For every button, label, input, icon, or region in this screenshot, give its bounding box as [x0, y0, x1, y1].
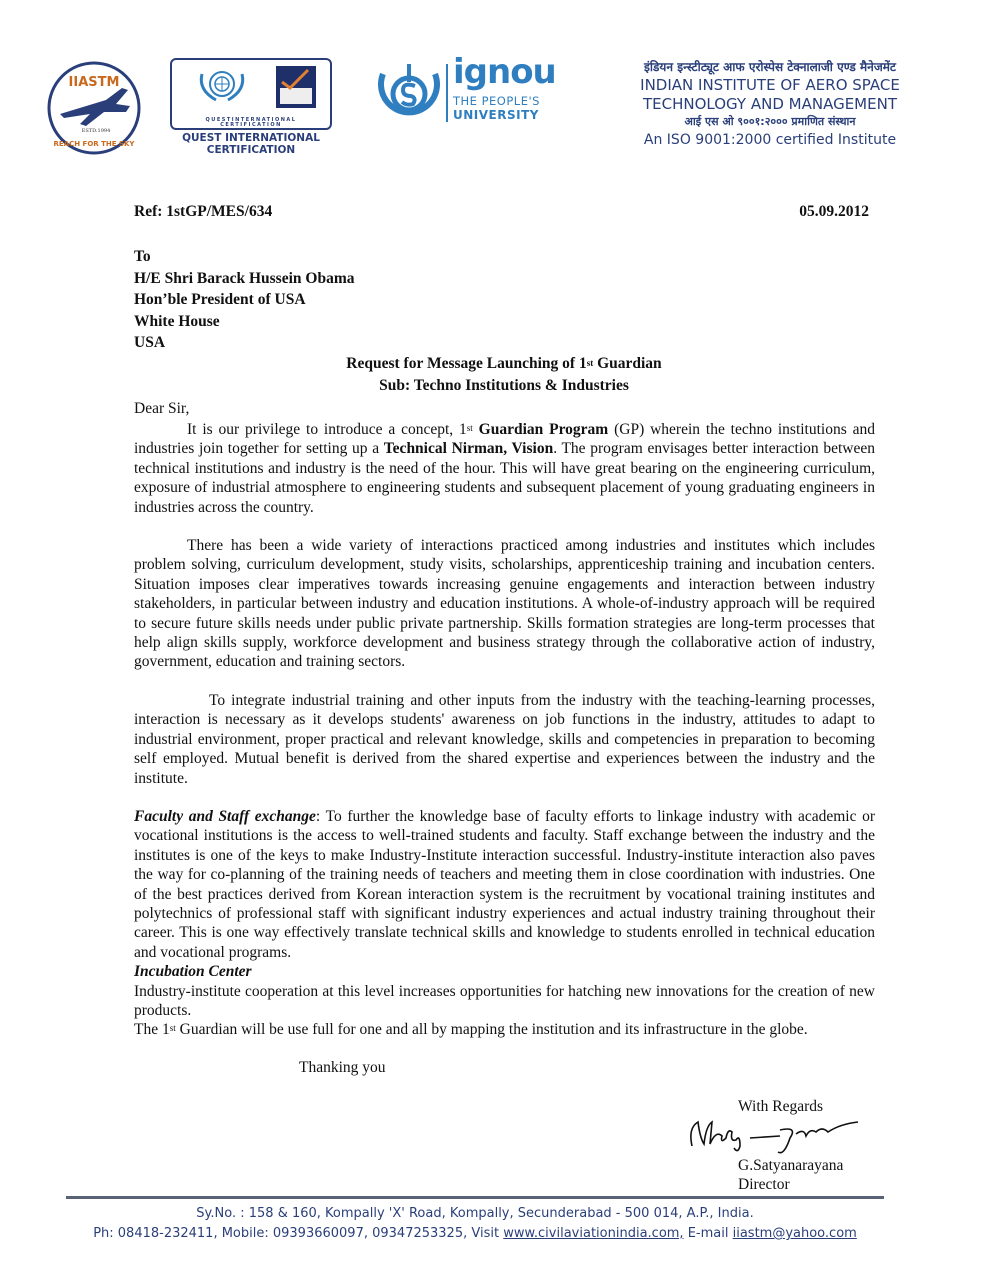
signatory-title: Director — [738, 1176, 790, 1194]
footer — [60, 1204, 890, 1244]
recipient-line: H/E Shri Barack Hussein Obama — [134, 269, 355, 287]
iastm-emblem-icon — [46, 60, 142, 156]
quest-frame — [170, 58, 332, 130]
ignou-tagline-1: THE PEOPLE'S — [453, 94, 540, 108]
institute-name-line2: TECHNOLOGY AND MANAGEMENT — [643, 95, 897, 113]
institute-name-line1: INDIAN INSTITUTE OF AERO SPACE — [640, 76, 900, 94]
subject-title: Request for Message Launching of 1st Guardian — [346, 355, 662, 372]
signatory-name: G.Satyanarayana — [738, 1157, 844, 1174]
subject-block — [134, 353, 874, 397]
quest-label — [170, 132, 332, 156]
paragraph-3: To integrate industrial training and other inputs from the industry with the teaching-learning processes, interaction is necessary as it develops students' awareness on job functions in the industry, attitudes to adapt to industrial environment, proper practical and relevant knowledge, skills and competencies in preparation to becoming self employed. Mutual benefit is derived from the shared expertise and experiences between the industry and the institute. — [134, 692, 875, 787]
paragraph-faculty-exchange: Faculty and Staff exchange: To further the knowledge base of faculty efforts to linkage industry with academic or vocational institutions is the access to well-trained students and faculty. Staff exchange between the industry and the institutes is one of the keys to make Industry-Institute interaction successful. Industry-institute interaction also paves the way for co-planning of the training needs of teachers and meeting them in close coordination with industries. One of the best practices derived from Korean interaction system is the recruitment by vocational training institutes and polytechnics of professional staff with significant industry experiences and actual industry training throughout their career. This is one way effectively translate technical skills and knowledge to students enrolled in technical education and vocational programs. Incubation Center Industry-institute cooperation at this level increases opportunities for hatching new innovations for the creation of new products. The 1st Guardian will be use full for one and all by mapping the institution and its infrastructure in the globe. — [134, 808, 875, 1039]
iastm-motto: REACH FOR THE SKY — [53, 140, 135, 148]
quest-strip-text: QUESTINTERNATIONAL CERTIFICATION — [205, 117, 297, 128]
faculty-exchange-heading: Faculty and Staff exchange — [134, 808, 316, 825]
recipient-line: White House — [134, 312, 220, 330]
paragraph-2: There has been a wide variety of interactions practiced among industries and institutes which includes problem solving, curriculum development, study visits, scholarships, apprenticeship training and incubation centers. Situation imposes clear imperatives towards increasing genuine engagements and interaction between industry stakeholders, in particular between industry and education institutions. A whole-of-industry approach will be required to secure future skills needs under public private partnership. Skills formation strategies are long-term processes that help align skills supply, workforce development and business strategy through the collaborative action of industry, government, education and training sectors. — [134, 537, 875, 671]
ignou-emblem-icon — [375, 60, 443, 126]
footer-divider — [66, 1196, 884, 1199]
footer-contact: Ph: 08418-232411, Mobile: 09393660097, 09347253325, Visit www.civilaviationindia.com, E-mail iiastm@yahoo.com — [93, 1226, 857, 1241]
to-label: To — [134, 248, 151, 265]
recipient-line: Hon’ble President of USA — [134, 291, 306, 308]
reference-number: Ref: 1stGP/MES/634 — [134, 203, 273, 220]
regards: With Regards — [738, 1098, 824, 1115]
signatory — [738, 1156, 843, 1195]
iastm-top-text: IIASTM — [68, 75, 120, 90]
globe-laurel-icon — [172, 60, 332, 116]
quest-label-line2: CERTIFICATION — [206, 144, 296, 156]
email-link[interactable]: iiastm@yahoo.com — [732, 1226, 857, 1241]
ignou-wordmark: ignou — [453, 52, 556, 92]
institute-name-block — [590, 58, 950, 150]
incubation-center-heading: Incubation Center — [134, 963, 252, 981]
signature-icon — [680, 1108, 880, 1158]
quest-certification-logo — [170, 58, 334, 158]
ignou-logo — [375, 52, 556, 126]
subject-line: Sub: Techno Institutions & Industries — [379, 377, 629, 394]
recipient-address — [134, 246, 354, 354]
institute-hindi-name: इंडियन इन्स्टीट्यूट आफ एरोस्पेस टेक्नालाजी एण्ड मैनेजमेंट — [644, 60, 896, 74]
institute-iso: An ISO 9001:2000 certified Institute — [643, 132, 897, 148]
recipient-line: USA — [134, 334, 166, 351]
salutation: Dear Sir, — [134, 400, 190, 417]
ignou-divider — [446, 64, 448, 122]
iastm-established: ESTD.1994 — [81, 128, 111, 134]
incubation-paragraph: Industry-institute cooperation at this level increases opportunities for hatching new innovations for the creation of new products. — [134, 982, 875, 1020]
letter-date: 05.09.2012 — [799, 203, 869, 220]
institute-hindi-iso: आई एस ओ ९००१:२००० प्रमाणित संस्थान — [684, 115, 856, 128]
footer-address: Sy.No. : 158 & 160, Kompally 'X' Road, Kompally, Secunderabad - 500 014, A.P., India. — [196, 1206, 754, 1221]
website-link[interactable]: www.civilaviationindia.com, — [503, 1226, 684, 1241]
closing-thanks: Thanking you — [299, 1059, 386, 1076]
iastm-logo — [46, 60, 142, 156]
quest-label-line1: QUEST INTERNATIONAL — [182, 132, 320, 144]
paragraph-1: It is our privilege to introduce a concept, 1st Guardian Program (GP) wherein the techno institutions and industries join together for setting up a Technical Nirman, Vision. The program envisages better interaction between technical institutions and industry is the need of the hour. This will have great bearing on the engineering curriculum, exposure of industrial atmosphere to engineering students and subsequent placement of young graduating engineers in industries across the country. — [134, 421, 876, 516]
ignou-tagline-2: UNIVERSITY — [453, 108, 539, 122]
closing-paragraph: The 1st Guardian will be use full for one and all by mapping the institution and its infrastructure in the globe. — [134, 1021, 808, 1039]
